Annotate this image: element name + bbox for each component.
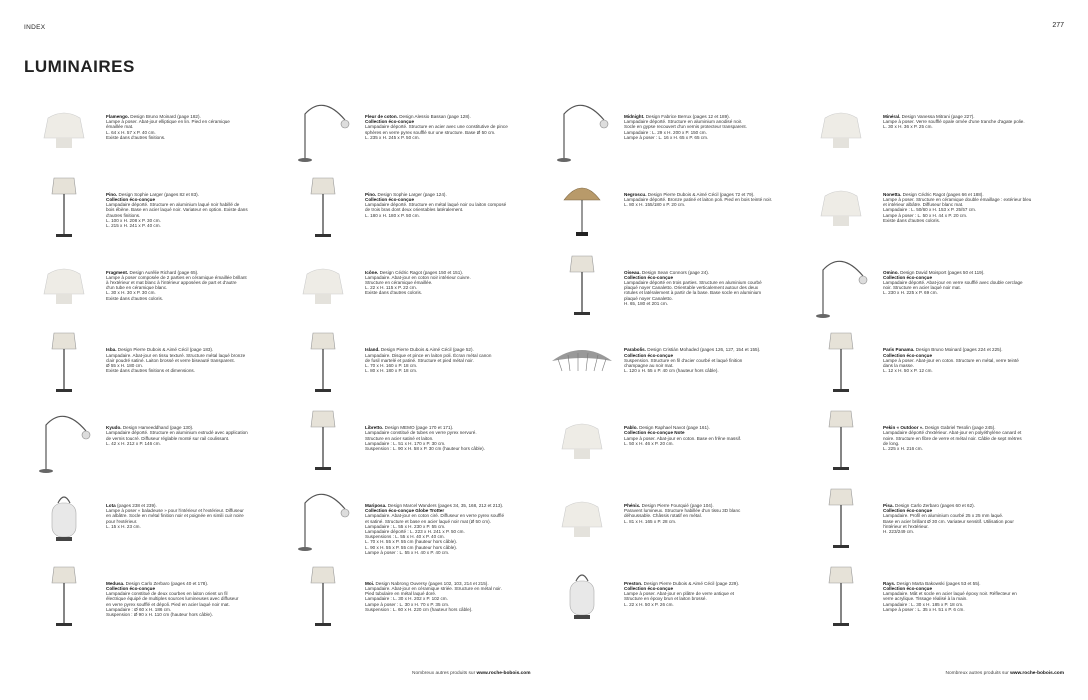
lamp-detail-line: Lampe à poser : L. 55 x H. 40 x P. 40 cm. [365,549,450,555]
lamp-name: Isba. [106,347,117,353]
lamp-detail-line: et intérieur albâtre. Diffuseur blanc mat. [883,202,964,208]
table-lamp-icon [28,248,100,320]
lamp-entry [287,325,546,403]
lamp-detail-line: Lampe à poser. Verre soufflé opale ornée d'une tranche d'agate polie. [883,119,1025,125]
lamp-entry [287,559,546,637]
lamp-detail-line: Existe dans d'autres coloris. [883,217,941,223]
lamp-detail-line: L. 81 x H. 165 x P. 28 cm. [624,518,677,524]
arc-lamp-icon [546,92,618,164]
lantern-icon [546,559,618,631]
floor-lamp-icon [28,325,100,397]
lamp-detail-line: de long. [883,440,900,446]
lamp-detail-line: d'un tube en céramique blanc. [106,285,168,291]
floor-lamp-icon [28,559,100,631]
lamp-detail-line: Existe dans d'autres finitions. [106,134,166,140]
lamp-detail-line: Lampadaire : L. 50/60 x H. 153 x P. 25/57 cm. [883,207,977,213]
lamp-entry [805,325,1064,403]
lamp-name: Pisa. [883,502,894,508]
lamp-entry [28,248,287,326]
arc-lamp-icon [287,92,359,164]
lamp-detail-line: verre acrylique. Tissage réalisé à la main. [883,596,968,602]
lamp-detail-line: clair poudré satiné. Laiton brossé et verre biseauté transparent. [106,357,235,363]
lamp-description [106,481,274,529]
lamp-designer: Design David Moisport (pages 50 et 119). [900,269,985,275]
lamp-name: Omino. [883,269,899,275]
lamp-name: Negroscu. [624,191,647,197]
lamp-detail-line: à l'extérieur et mat blanc à l'intérieur apposées de part et d'autre [106,280,237,285]
lamp-detail-line: Lampadaire constitué de tubes en verre pyrex nervuré. [365,430,477,436]
lamp-detail-line: L. 30 x H. 36 x P. 25 cm. [883,124,933,130]
lamp-detail-line: Pied tubulaire en métal laqué doré. [365,591,437,597]
lamp-detail-line: Lampe à poser. Abat-jour elliptique en lin. Pied en céramique [106,119,230,125]
lamp-name: Flamengo. [106,114,129,119]
lamp-detail-line: Lampadaire. Abat-jour en tissu texturé. Structure métal laqué bronze [106,352,246,358]
arc-lamp-icon [805,248,877,320]
lamp-detail-line: Lampadaire déporté : L. 223 x H. 241 x P. 50 cm. [365,529,465,534]
lamp-detail-line: L. 225 x H. 216 cm. [883,446,923,451]
lamp-designer: Design Aurélie Richard (page 65). [129,269,199,275]
lamp-detail-line: L. 80 x H. 155/180 x P. 20 cm. [624,202,686,208]
lamp-description [624,559,792,607]
lamp-entry [805,559,1064,637]
lamp-description [883,92,1051,130]
lamp-designer: Design Pierre Dubois & Aimé Cécil (page 229). [643,580,740,586]
section-label: INDEX [24,24,46,31]
lamp-detail-line: noire. Structure en fibre de verre et métal noir. Câble de sept mètres [883,435,1022,441]
lamp-detail-line: Lampe à poser composée de 2 parties en céramique émaillée brillant [106,274,247,280]
lamp-detail-line: champagne au noir mat. [624,363,674,368]
lamp-detail-line: Lampadaire : L. 30 x H. 202 x P. 102 cm. [365,596,448,602]
lamp-detail-line: Lampadaire. Abat-jour en coton ciré. Diffuseur en verre pyrex soufflé [365,513,504,519]
lamp-detail-line: Structure en époxy brun et laiton brossé. [624,596,707,602]
lamp-detail-line: Lampadaire déporté. Structure en aluminium anodisé noir. [624,119,743,125]
lamp-detail-line: en verre pyrex soufflé et dépoli. Pied en acier laqué noir mat. [106,601,230,607]
floor-lamp-icon [287,559,359,631]
lamp-description [365,481,533,555]
lantern-icon [28,481,100,553]
lamp-description [106,170,274,228]
lamp-detail-line: Lampadaire déporté. Structure en aluminium laqué noir habillé de [106,202,240,208]
lamp-designer: (pages 238 et 239). [116,502,157,508]
lamp-designer: Design Pierre Dubois & Aimé Cécil (page 183). [117,347,214,353]
lamp-designer: Design Cédric Ragot (pages 150 et 151). [379,269,464,275]
lamp-detail-line: Structure en acier satiné et laiton. [365,435,434,441]
pendant-lamp-icon [546,325,618,397]
lamp-detail-line: pour l'extérieur. [106,518,138,524]
lamp-detail-line: Suspension : L. 90 x H. 58 x P. 30 cm (hauteur hors câble). [365,446,485,451]
lamp-detail-line: en albâtre. Socle en métal finition noir et poignée en simili cuir noire [106,513,244,519]
lamp-entry [546,559,805,637]
lamp-designer: Design Marcel Wanders (pages 34, 35, 168, 212 et 213). [387,502,504,508]
lamp-entry [287,248,546,326]
lamp-detail-line: Lampadaire. Abat-jour en coton noir intérieur cuivre. [365,274,471,280]
lamp-description [365,559,533,612]
lamp-description [883,559,1051,612]
lamp-detail-line: L. 30 x H. 30 x P. 30 cm. [106,290,156,296]
lamp-name: Icône. [365,269,379,275]
lamp-entry [546,248,805,326]
table-lamp-icon [805,170,877,242]
lamp-name: Fragment. [106,269,129,275]
lamp-detail-line: Suspension. Structure en fil d'acier courbé et laqué finition [624,357,743,363]
footer-left-text: Nombreux autres produits sur [412,671,476,676]
lamp-designer: Design Gabriel Tesolin (page 245). [924,425,996,431]
lamp-name: Parabolis. [624,347,646,353]
lamp-designer: Design Sophie Larger (page 124). [377,191,447,197]
lamp-detail-line: L. 235 x H. 245 x P. 50 cm. [365,134,420,140]
lamp-detail-line: Lampe à poser « baladeuse » pour l'intérieur et l'extérieur. Diffuseur [106,508,244,514]
lamp-detail-line: Lampadaire. Abat-jour en céramique striée. Structure en métal noir. [365,585,502,591]
lamp-designer: Design Sophie Larger (pages 82 et 83). [118,191,199,197]
lamp-description [883,170,1051,223]
lamp-description [365,170,533,218]
lamp-description [883,403,1051,451]
lamp-entry [287,481,546,559]
lamp-detail-line: L. 180 x H. 180 x P. 50 cm. [365,212,420,218]
lamp-detail-line: plaqué noyer Canaletto. [624,295,673,301]
lamp-detail-line: Lampe à poser : L. 16 x H. 65 x P. 65 cm. [624,134,709,140]
lamp-collection: Collection éco-conçue [106,585,156,591]
lamp-detail-line: Lampe à poser. Abat-jour en plâtre de verre antique et [624,591,735,597]
lamp-name: Rays. [883,580,896,586]
lamp-entry [287,170,546,248]
lamp-detail-line: de vernis toucré. Diffuseur réglable monté sur rail coulissant. [106,435,230,441]
lamp-description [106,248,274,301]
page-title: LUMINAIRES [24,57,135,76]
lamp-entry [287,92,546,170]
lamp-detail-line: L. 22 x H. 50 x P. 26 cm. [624,601,674,607]
floor-lamp-icon [287,170,359,242]
lamp-detail-line: Lampadaire : L. 30 x H. 185 x P. 18 cm. [883,601,964,607]
lamp-collection: Collection éco-conçue [883,508,933,514]
lamp-detail-line: L. 15 x H. 23 cm. [106,523,141,529]
lamp-name: Pekin « Outdoor ». [883,425,924,431]
lamp-index-grid [28,92,1064,637]
lamp-detail-line: Lampadaire déporté. Structure en aluminium extrudé avec application [106,430,248,436]
lamp-name: Midnight. [624,114,645,119]
lamp-detail-line: dans la masse. [883,363,914,368]
lamp-detail-line: Suspension : L. 60 x H. 220 cm (hauteur hors câble). [365,606,473,612]
lamp-name: Pino. [106,191,118,197]
lamp-collection: Collection éco-conçue [624,585,674,591]
lamp-name: Pino. [365,191,377,197]
lamp-designer: Design Pierre Fourquié (page 104). [641,502,714,508]
lamp-detail-line: Lampe à poser : L. 30 x H. 70 x P. 35 cm. [365,601,450,607]
lamp-entry [805,170,1064,248]
lamp-entry [28,92,287,170]
lamp-designer: Design Alessio Bassan (page 128). [399,114,471,119]
lamp-name: Paris Panama. [883,347,915,353]
lamp-detail-line: L. 215 x H. 241 x P. 40 cm. [106,223,161,229]
lamp-detail-line: Suspensions : L. 55 x H. 40 x P. 40 cm. [365,534,445,540]
lamp-detail-line: Lampe à poser. Structure en céramique double émaillage : extérieur bleu [883,197,1032,202]
lamp-detail-line: Lampadaire déporté. Abat-jour en verre soufflé avec double cerclage [883,280,1023,285]
lamp-description [624,248,792,306]
lamp-name: Medusa. [106,580,125,586]
lamp-detail-line: L. 42 x H. 212 x P. 146 cm. [106,440,161,446]
lamp-description [624,403,792,446]
lamp-detail-line: Lampadaire déporté d'extérieur. Abat-jour en polyéthylène canard et [883,430,1022,436]
lamp-designer: Design Marta Bakowski (pages 53 et 55). [896,580,981,586]
lamp-detail-line: électrique équipé de multiples sources lumineuses avec diffuseur [106,596,239,602]
lamp-description [624,325,792,373]
footer-right-link[interactable]: www.roche-bobois.com [1010,671,1064,676]
floor-lamp-icon [287,403,359,475]
floor-lamp-icon [805,559,877,631]
lamp-description [624,481,792,524]
lamp-designer: Design Carlo Zerbaro (pages 60 et 62). [895,502,975,508]
floor-lamp-icon [805,325,877,397]
table-lamp-icon [546,403,618,475]
lamp-entry [546,325,805,403]
lamp-detail-line: Structure en céramique émaillée. [365,280,433,285]
lamp-detail-line: Lampe à poser : L. 35 x H. 51 x P. 6 cm. [883,606,965,612]
lamp-entry [287,403,546,481]
lamp-detail-line: rotules et latéralement à partir de la base. Base socle en aluminium [624,290,762,296]
lamp-name: Moi. [365,580,375,586]
lamp-description [106,92,274,140]
lamp-designer: Design Nabrong Ouversy (pages 102, 103, 214 et 215). [375,580,489,586]
lamp-detail-line: L. 120 x H. 55 x P. 40 cm (hauteur hors câble). [624,368,719,374]
lamp-description [883,248,1051,296]
lamp-detail-line: Lampadaire déporté. Structure en métal laqué noir ou laiton composé [365,202,507,208]
lamp-detail-line: Lampadaire déporté. Bronze patiné et laiton poli. Pied en bois teinté noir. [624,197,773,202]
lamp-detail-line: Lampe à poser. Abat-jour en coton. Base en frêne massif. [624,435,742,441]
lamp-detail-line: Suspension : Ø 90 x H. 110 cm (hauteur hors câble). [106,612,213,617]
lamp-detail-line: de fusil martelé et patiné. Structure et pied métal noir. [365,357,474,363]
lamp-detail-line: Lampadaire : L. 55 x H. 230 x P. 55 cm. [365,523,446,529]
floor-lamp-icon [28,170,100,242]
lamp-detail-line: bois ébène. Base en acier laqué noir. Variateur en option. Existe dans [106,207,248,213]
lamp-detail-line: Base en acier brillant Ø 30 cm. Variateur sensitif. Utilisation pour [883,518,1014,524]
lamp-entry [28,170,287,248]
footer-right-text: Nombreux autres produits sur [945,671,1009,676]
lamp-entry [28,481,287,559]
lamp-detail-line: Lampe à poser : L. 50 x H. 44 x P. 20 cm. [883,212,968,218]
floor-lamp-icon [546,248,618,320]
lamp-name: Libretto. [365,425,384,431]
lamp-detail-line: Lampe à poser. Abat-jour en coton. Structure en métal, verre teinté [883,357,1019,363]
lamp-detail-line: Lampadaire déporté en trois parties. Structure en aluminium courbé [624,280,762,285]
lamp-detail-line: L. 22 x H. 115 x P. 22 cm. [365,285,417,291]
lamp-detail-line: Lampadaire. Disque et pince en laiton poli. Écran métal canon [365,352,492,358]
lamp-designer: Design Sean Connors (page 24). [641,269,710,275]
lamp-detail-line: d'autres finitions. [106,212,141,218]
footer-right [946,671,1064,676]
lamp-collection: Collection éco-conçue Note [624,430,685,436]
lamp-detail-line: noir. Structure en acier laqué noir mat. [883,285,961,291]
lamp-description [365,248,533,296]
lamp-entry [546,92,805,170]
lamp-designer: Design Pierre Dubois & Aimé Cécil (page 52). [380,347,474,353]
lamp-detail-line: Lampadaire : L. 51 x H. 170 x P. 30 cm. [365,440,446,446]
lamp-collection: Collection éco-conçue [365,119,415,125]
lamp-designer: Design Bruno Moinard (page 182). [130,114,201,119]
lamp-detail-line: L. 230 x H. 225 x P. 69 cm. [883,290,938,296]
arc-lamp-icon [28,403,100,475]
lamp-designer: Design Hameeddhand (page 130). [122,425,194,431]
lamp-name: Oiseau. [624,269,641,275]
lamp-name: Minéral. [883,114,901,119]
footer-left-link[interactable]: www.roche-bobois.com [476,671,531,676]
lamp-collection: Collection éco-conçue [883,585,933,591]
floor-lamp-icon [287,325,359,397]
lamp-detail-line: Lampadaire. Mât et socle en acier laqué époxy noir. Réflecteur en [883,591,1017,597]
lamp-detail-line: déhoussable. Châssis rotatif en métal. [624,513,702,519]
lamp-name: Fleur de coton. [365,114,398,119]
lamp-detail-line: l'intérieur et l'extérieur. [883,523,929,529]
lamp-detail-line: Lampadaire : L. 29 x H. 200 x P. 150 cm. [624,129,707,135]
lamp-name: Mariposa. [365,502,387,508]
table-lamp-icon [28,92,100,164]
lamp-name: Preston. [624,580,643,586]
lamp-detail-line: L. 70 x H. 160 x P. 18 cm. [365,363,418,368]
lamp-designer: Design Cédric Ragot (pages 66 et 188). [902,191,984,197]
floor-lamp-icon [805,481,877,553]
lamp-detail-line: Existe dans d'autres coloris. [106,295,164,301]
lamp-name: Island. [365,347,380,353]
lamp-entry [28,403,287,481]
lamp-entry [546,403,805,481]
lamp-designer: Design Raphael Navot (page 161). [639,425,710,431]
lamp-detail-line: Lampadaire : Ø 60 x H. 186 cm. [106,606,172,612]
lamp-designer: Design Bruno Moinard (pages 224 et 225). [915,347,1003,353]
lamp-designer: Design Fabrice Berrux (pages 12 et 189). [645,114,730,119]
lamp-detail-line: sphères en verre pyrex soufflé sur une structure. Base Ø 50 cm. [365,129,496,135]
lamp-description [365,92,533,140]
lamp-detail-line: Existe dans d'autres coloris. [365,290,423,296]
lamp-detail-line: L. 100 x H. 208 x P. 30 cm. [106,217,161,223]
wall-lamp-icon [546,170,618,242]
lamp-description [106,325,274,373]
lamp-detail-line: de trois bras dont deux orientables latéralement. [365,207,464,213]
lamp-detail-line: émaillée mat. [106,124,134,130]
lamp-description [106,559,274,617]
page-number: 277 [1052,22,1064,29]
lamp-description [624,92,792,140]
lamp-collection: Collection éco-conçue [624,352,674,358]
lamp-collection: Collection éco-conçue [883,274,933,280]
lamp-collection: Collection éco-conçue [624,274,674,280]
floor-lamp-icon [805,403,877,475]
lamp-detail-line: Lampadaire. Profil en aluminium courbé 25 x 25 mm laqué. [883,513,1004,519]
lamp-description [365,403,533,451]
lamp-name: Kyudo. [106,425,122,431]
lamp-collection: Collection éco-conçue [883,352,933,358]
table-lamp-icon [287,248,359,320]
lamp-detail-line: Paravent lumineux. Structure habillée d'un tissu 3D blanc [624,508,741,514]
lamp-description [883,325,1051,373]
lamp-detail-line: et satiné. Structure et base en acier laqué noir mat (Ø 50 cm). [365,518,491,524]
lamp-name: Phénix. [624,502,641,508]
lamp-entry [805,403,1064,481]
lamp-description [624,170,792,208]
lamp-designer: Design Pierre Dubois & Aimé Cécil (pages 72 et 79). [647,191,755,197]
lamp-description [883,481,1051,534]
lamp-detail-line: Lampadaire constitué de deux courbes en laiton orient un fil [106,591,228,597]
lamp-entry [28,325,287,403]
lamp-description [365,325,533,373]
lamp-detail-line: Lampadaire déporté. Structure en acier avec une constitutive de pince [365,124,508,130]
lamp-designer: Design MEMO (page 170 et 171). [384,425,454,431]
lamp-entry [805,92,1064,170]
lamp-collection: Collection éco-conçue [106,197,156,202]
lamp-detail-line: plaqué noyer Canaletto. Orientable verticalement autour des deux [624,285,759,291]
arc-lamp-icon [287,481,359,553]
lamp-detail-line: L. 90 x H. 55 x P. 55 cm (hauteur hors câble). [365,544,458,550]
lamp-designer: Design Carlo Zerbaro (pages 40 et 178). [125,580,209,586]
lamp-detail-line: Existe dans d'autres finitions et dimensions. [106,368,195,374]
lamp-collection: Collection éco-conçue [365,197,415,202]
lamp-detail-line: H. 65, 180 et 201 cm. [624,300,668,306]
lamp-collection: Collection éco-conçue Globe Trotter [365,508,445,514]
lamp-entry [805,248,1064,326]
lamp-detail-line: H. 223/249 cm. [883,529,915,534]
lamp-entry [546,481,805,559]
lamp-entry [28,559,287,637]
lamp-detail-line: L. 50 x H. 46 x P. 20 cm. [624,440,674,446]
lamp-name: Nonetta. [883,191,902,197]
footer-left [412,671,530,676]
lamp-detail-line: L. 12 x H. 50 x P. 12 cm. [883,368,933,374]
lamp-entry [546,170,805,248]
lamp-entry [805,481,1064,559]
lamp-detail-line: L. 80 x H. 180 x P. 18 cm. [365,368,418,374]
lamp-detail-line: Socle en gypse recouvert d'un vernis protecteur transparent. [624,124,747,130]
lamp-detail-line: Ø 55 x H. 180 cm. [106,363,144,368]
lamp-designer: Design Vanessa Mitrani (page 227). [901,114,975,119]
lamp-description [106,403,274,446]
table-lamp-icon [805,92,877,164]
lamp-name: Lota [106,502,116,508]
lamp-detail-line: L. 64 x H. 57 x P. 40 cm. [106,129,156,135]
lamp-detail-line: L. 70 x H. 55 x P. 55 cm (hauteur hors câble). [365,539,458,545]
lamp-designer: Design Cristián Mohaded (pages 126, 127, 154 et 155). [647,347,761,353]
lamp-name: Pablo. [624,425,638,431]
table-lamp-icon [546,481,618,553]
